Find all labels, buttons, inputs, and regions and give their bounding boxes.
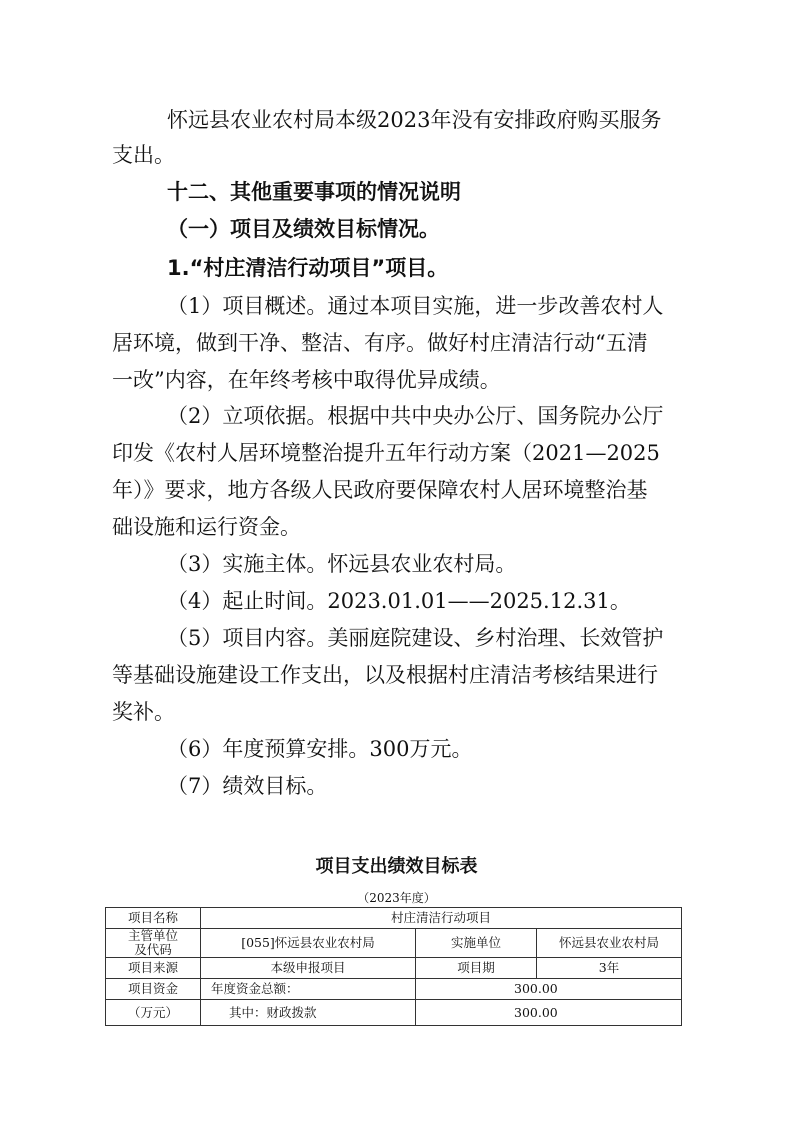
table-cell-label: 项目名称: [106, 908, 201, 929]
table-cell-label: 其中：财政拨款: [201, 1000, 416, 1026]
paragraph-line: （3）实施主体。怀远县农业农村局。: [167, 552, 517, 576]
table-cell-value: 300.00: [416, 979, 682, 1000]
paragraph-line: 奖补。: [112, 700, 175, 724]
table-cell-value: 怀远县农业农村局: [537, 929, 682, 958]
paragraph-line: 年）》要求，地方各级人民政府要保障农村人居环境整治基: [112, 478, 648, 502]
table-cell-value: 村庄清洁行动项目: [201, 908, 682, 929]
table-row: [106, 929, 682, 958]
performance-table: [105, 907, 682, 1026]
paragraph-line: 印发《农村人居环境整治提升五年行动方案（2021—2025: [112, 441, 660, 465]
table-cell-value: 3年: [537, 958, 682, 979]
paragraph-line: 怀远县农业农村局本级2023年没有安排政府购买服务: [167, 108, 662, 132]
table-title: 项目支出绩效目标表: [315, 856, 478, 877]
table-cell-label: 项目期: [416, 958, 537, 979]
paragraph-line: 一改”内容，在年终考核中取得优异成绩。: [112, 368, 501, 392]
table-cell-label: [106, 929, 201, 958]
table-cell-label: （万元）: [106, 1000, 201, 1026]
table-cell-label-line: 及代码: [134, 942, 172, 957]
table-cell-value: 本级申报项目: [201, 958, 416, 979]
paragraph-line: 居环境，做到干净、整洁、有序。做好村庄清洁行动“五清: [112, 331, 648, 355]
paragraph-line: （4）起止时间。2023.01.01——2025.12.31。: [167, 589, 631, 613]
paragraph-line: 等基础设施建设工作支出，以及根据村庄清洁考核结果进行: [112, 663, 658, 687]
paragraph-line: （2）立项依据。根据中共中央办公厅、国务院办公厅: [167, 404, 664, 428]
table-year: （2023年度）: [357, 891, 436, 905]
table-cell-label-line: 主管单位: [127, 928, 178, 943]
paragraph-line: 础设施和运行资金。: [112, 515, 301, 539]
paragraph-line: （7）绩效目标。: [167, 774, 328, 798]
paragraph-line: （5）项目内容。美丽庭院建设、乡村治理、长效管护: [167, 626, 664, 650]
table-row: [106, 1000, 682, 1026]
section-heading: 十二、其他重要事项的情况说明: [167, 180, 461, 204]
table-row: [106, 908, 682, 929]
table-cell-label: 年度资金总额：: [201, 979, 416, 1000]
subsection-heading: （一）项目及绩效目标情况。: [167, 217, 440, 241]
paragraph-line: （1）项目概述。通过本项目实施，进一步改善农村人: [167, 294, 664, 318]
table-cell-value: 300.00: [416, 1000, 682, 1026]
paragraph-line: （6）年度预算安排。300万元。: [167, 737, 473, 761]
table-row: [106, 979, 682, 1000]
table-cell-label: 实施单位: [416, 929, 537, 958]
table-cell-label: 项目资金: [106, 979, 201, 1000]
table-cell-value: [055]怀远县农业农村局: [201, 929, 416, 958]
table-row: [106, 958, 682, 979]
table-cell-label: 项目来源: [106, 958, 201, 979]
item-heading: 1.“村庄清洁行动项目”项目。: [167, 256, 449, 280]
paragraph-line: 支出。: [112, 143, 175, 167]
